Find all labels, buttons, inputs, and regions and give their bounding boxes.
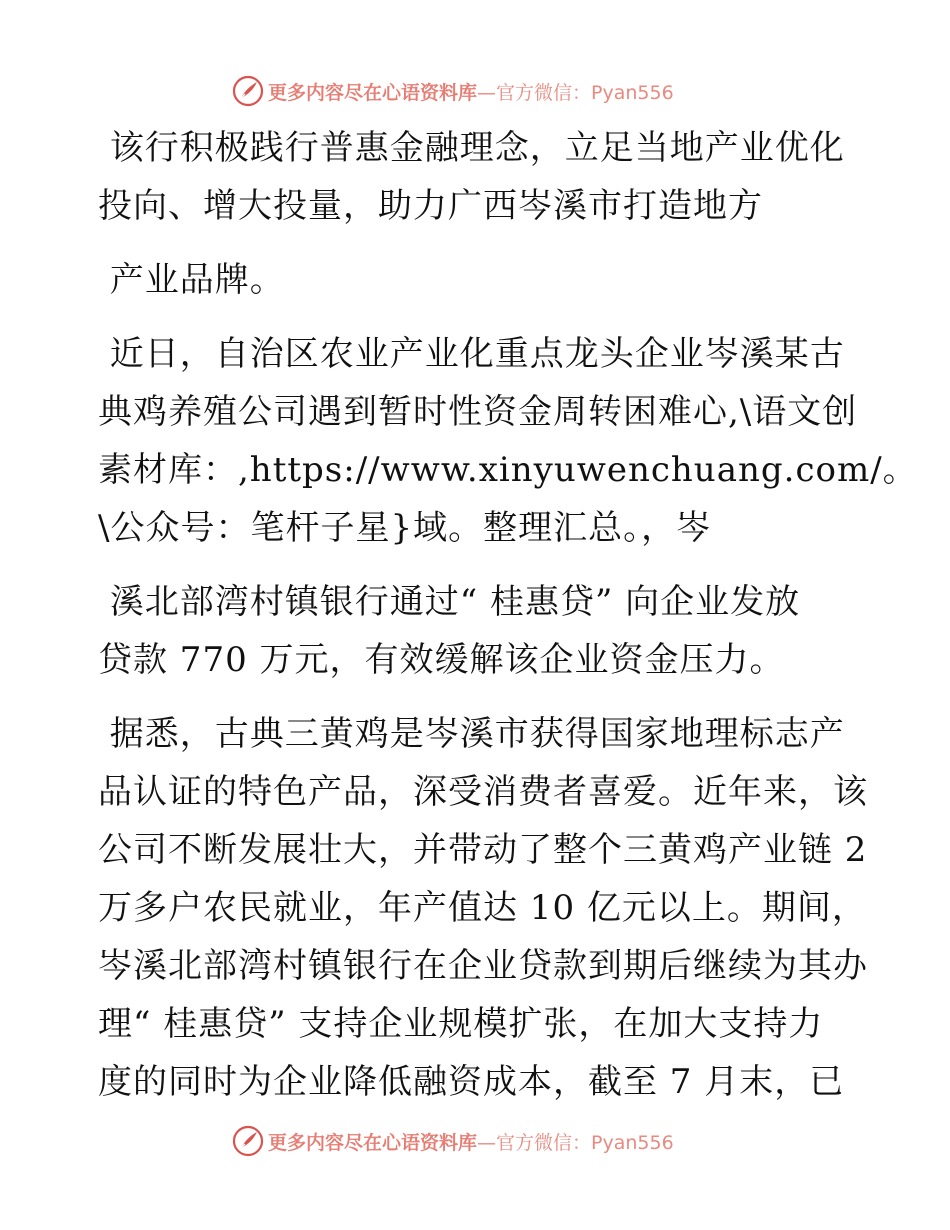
quill-pen-logo-icon: [232, 75, 264, 107]
body-line: 素材库：,https://www.xinyuwenchuang.com/。: [98, 450, 918, 490]
body-line: 溪北部湾村镇银行通过“ 桂惠贷” 向企业发放: [98, 582, 801, 622]
body-line: 贷款 770 万元，有效缓解该企业资金压力。: [98, 640, 785, 680]
header-banner: [232, 72, 674, 110]
body-line: 近日，自治区农业产业化重点龙头企业岑溪某古: [98, 334, 845, 374]
body-line: 投向、增大投量，助力广西岑溪市打造地方: [98, 186, 763, 226]
body-line: 品认证的特色产品，深受消费者喜爱。近年来，该: [98, 772, 868, 812]
body-line: \公众号：笔杆子星}域。整理汇总。，岑: [98, 508, 712, 548]
body-line: 产业品牌。: [98, 260, 285, 300]
header-banner-text: 更多内容尽在心语资料库—官方微信：Pyan556: [268, 81, 674, 104]
body-line: 该行积极践行普惠金融理念，立足当地产业优化: [98, 128, 845, 168]
body-line: 度的同时为企业降低融资成本，截至 7 月末，已: [98, 1062, 845, 1102]
body-line: 典鸡养殖公司遇到暂时性资金周转困难心,\语文创: [98, 392, 858, 432]
body-line: 理“ 桂惠贷” 支持企业规模扩张，在加大支持力: [98, 1004, 824, 1044]
body-line: 公司不断发展壮大，并带动了整个三黄鸡产业链 2: [98, 830, 868, 870]
quill-pen-logo-icon: [232, 1125, 264, 1157]
body-line: 岑溪北部湾村镇银行在企业贷款到期后继续为其办: [98, 946, 868, 986]
footer-banner: [232, 1122, 674, 1160]
body-line: 据悉，古典三黄鸡是岑溪市获得国家地理标志产: [98, 714, 845, 754]
footer-banner-text: 更多内容尽在心语资料库—官方微信：Pyan556: [268, 1131, 674, 1154]
body-line: 万多户农民就业，年产值达 10 亿元以上。期间，: [98, 888, 867, 928]
